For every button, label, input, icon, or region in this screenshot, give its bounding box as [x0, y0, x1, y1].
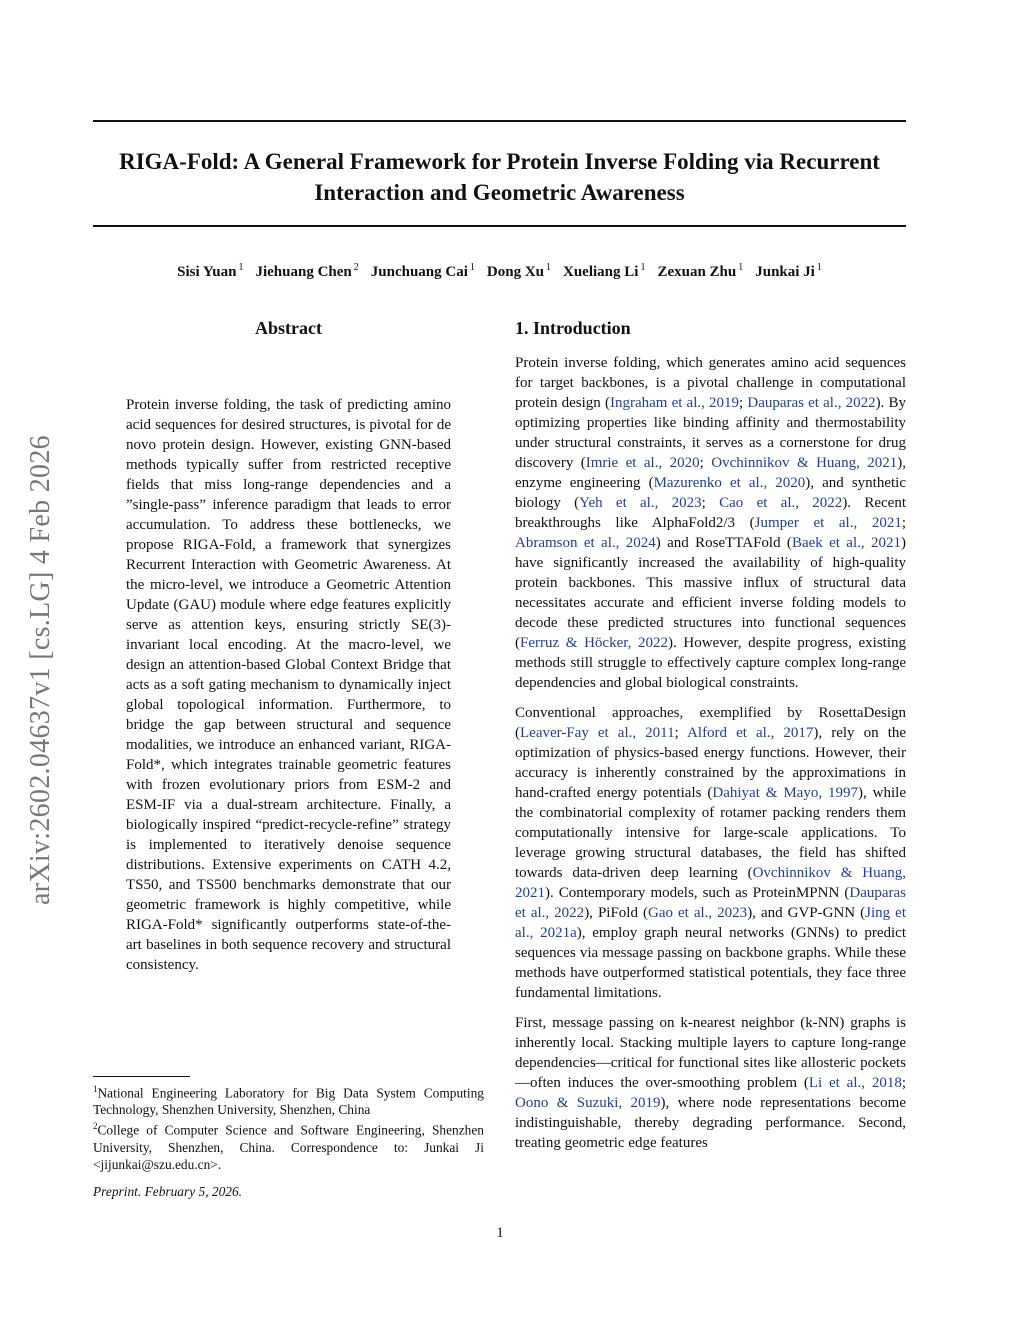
citation-link[interactable]: Alford et al., 2017	[687, 725, 814, 741]
preprint-note: Preprint. February 5, 2026.	[93, 1184, 243, 1199]
citation-link[interactable]: Imrie et al., 2020	[585, 455, 700, 471]
footnote-rule	[93, 1076, 190, 1077]
body-text: ), enzyme engineering (	[515, 455, 906, 491]
body-text: ), employ graph neural networks (GNNs) to predict sequences via message passing on backbone graphs. While these methods have outperformed statistical potentials, they face three fundamental limitations.	[515, 925, 907, 1001]
citation-link[interactable]: Abramson et al., 2024	[515, 535, 656, 551]
author-name: Junchuang Cai $^1$	[370, 262, 475, 280]
body-text: ;	[699, 455, 712, 471]
body-text: ), and synthetic biology (	[515, 475, 906, 511]
author-affiliation-mark: 1	[738, 262, 744, 273]
body-text: ), rely on the optimization of physics-based energy functions. However, their accuracy is inherently constrained by the approximations in hand-crafted energy potentials (	[515, 725, 907, 801]
body-text: ), while the combinatorial complexity of rotamer packing renders them computationally intensive for large-scale applications. To leverage growing structural databases, the field has shifted towards data-driven deep learning (	[515, 785, 906, 881]
intro-paragraph	[515, 1013, 906, 1153]
citation-link[interactable]: Dauparas et al., 2022	[747, 395, 876, 411]
paper-title: RIGA-Fold: A General Framework for Protein Inverse Folding via Recurrent Interaction and Geometric Awareness	[119, 149, 880, 205]
author-affiliation-mark: 1	[469, 262, 475, 273]
citation-link[interactable]: Jumper et al., 2021	[754, 515, 902, 531]
body-text: ;	[901, 515, 907, 531]
citation-link[interactable]: Baek et al., 2021	[791, 535, 901, 551]
citation-link[interactable]: Jing et al., 2021a	[515, 905, 906, 941]
body-text: ), PiFold (	[584, 905, 648, 921]
introduction-heading: 1. Introduction	[515, 318, 631, 338]
author-affiliation-mark: 1	[546, 262, 551, 273]
footnote-text: College of Computer Science and Software Engineering, Shenzhen University, Shenzhen, China. Correspondence to: Junkai Ji <jijunkai@szu.edu.cn>.	[93, 1122, 484, 1172]
footnotes	[93, 1081, 484, 1173]
body-text: Protein inverse folding, which generates amino acid sequences for target backbones, is a pivotal challenge in computational protein design (	[515, 355, 906, 411]
body-text: ). By optimizing properties like binding affinity and thermostability under structural constraints, it serves as a cornerstone for drug discovery (	[515, 395, 907, 471]
citation-link[interactable]: Li et al., 2018	[808, 1075, 902, 1091]
body-text: ). Recent breakthroughs like AlphaFold2/3 (	[515, 495, 906, 531]
body-text: ). Contemporary models, such as ProteinMPNN (	[545, 885, 850, 901]
author-name: Xueliang Li $^1$	[563, 262, 646, 280]
intro-paragraph	[515, 353, 906, 693]
body-text: ), where node representations become indistinguishable, thereby degrading performance. Second, treating geometric edge features	[515, 1095, 906, 1151]
body-text: ) and RoseTTAFold (	[655, 535, 792, 551]
abstract-heading: Abstract	[255, 318, 322, 338]
author-name: Junkai Ji $^1$	[755, 262, 822, 280]
citation-link[interactable]: Dauparas et al., 2022	[515, 885, 906, 921]
author-affiliation-mark: 1	[640, 262, 646, 273]
author-affiliation-mark: 1	[238, 262, 244, 273]
citation-link[interactable]: Mazurenko et al., 2020	[653, 475, 806, 491]
citation-link[interactable]: Yeh et al., 2023	[579, 495, 702, 511]
body-text: ), and GVP-GNN (	[747, 905, 866, 921]
author-affiliation-mark: 1	[816, 262, 822, 273]
body-text: ;	[739, 395, 748, 411]
body-text: ). However, despite progress, existing methods still struggle to effectively capture complex long-range dependencies and global biological constraints.	[515, 635, 907, 691]
citation-link[interactable]: Oono & Suzuki, 2019	[515, 1095, 661, 1111]
author-name: Zexuan Zhu $^1$	[657, 262, 744, 280]
title-top-rule	[93, 120, 906, 122]
author-name: Dong Xu $^1$	[486, 262, 551, 280]
body-text: ;	[701, 495, 720, 511]
citation-link[interactable]: Ovchinnikov & Huang, 2021	[711, 455, 898, 471]
arxiv-identifier: arXiv:2602.04637v1 [cs.LG] 4 Feb 2026	[25, 435, 56, 905]
page-number: 1	[496, 1225, 504, 1241]
footnote-mark: 1	[93, 1084, 98, 1094]
footnote	[93, 1081, 484, 1118]
arxiv-sidebar	[24, 380, 58, 960]
body-text: ;	[674, 725, 688, 741]
citation-link[interactable]: Leaver-Fay et al., 2011	[520, 725, 675, 741]
citation-link[interactable]: Ingraham et al., 2019	[609, 395, 740, 411]
citation-link[interactable]: Gao et al., 2023	[647, 905, 748, 921]
author-affiliation-mark: 2	[353, 262, 359, 273]
citation-link[interactable]: Dahiyat & Mayo, 1997	[712, 785, 858, 801]
citation-link[interactable]: Ferruz & Höcker, 2022	[520, 635, 669, 651]
footnote-text: National Engineering Laboratory for Big Data System Computing Technology, Shenzhen University, Shenzhen, China	[93, 1085, 484, 1118]
title-bottom-rule	[93, 225, 906, 227]
abstract-text: Protein inverse folding, the task of predicting amino acid sequences for desired structures, is pivotal for de novo protein design. However, existing GNN-based methods typically suffer from restricted receptive fields that miss long-range dependencies and a ”single-pass” inference paradigm that leads to error accumulation. To address these bottlenecks, we propose RIGA-Fold, a framework that synergizes Recurrent Interaction with Geometric Awareness. At the micro-level, we introduce a Geometric Attention Update (GAU) module where edge features explicitly serve as attention keys, ensuring strictly SE(3)-invariant local encoding. At the macro-level, we design an attention-based Global Context Bridge that acts as a soft gating mechanism to dynamically inject global topological information. Furthermore, to bridge the gap between structural and sequence modalities, we introduce an enhanced variant, RIGA-Fold*, which integrates trainable geometric features with frozen evolutionary priors from ESM-2 and ESM-IF via a dual-stream architecture. Finally, a biologically inspired “predict-recycle-refine” strategy is implemented to iteratively denoise sequence distributions. Extensive experiments on CATH 4.2, TS50, and TS500 benchmarks demonstrate that our geometric framework is highly competitive, while RIGA-Fold* significantly outperforms state-of-the-art baselines in both sequence recovery and structural consistency.	[126, 397, 451, 973]
body-text: First, message passing on k-nearest neighbor (k-NN) graphs is inherently local. Stacking multiple layers to capture long-range dependencies—critical for functional sites like allosteric pockets—often induces the over-smoothing problem (	[515, 1015, 906, 1091]
intro-paragraph	[515, 703, 906, 1003]
body-text: ;	[901, 1075, 906, 1091]
author-name: Jiehuang Chen $^2$	[255, 262, 359, 280]
citation-link[interactable]: Ovchinnikov & Huang, 2021	[515, 865, 906, 901]
author-name: Sisi Yuan $^1$	[177, 262, 244, 280]
citation-link[interactable]: Cao et al., 2022	[719, 495, 843, 511]
footnote	[93, 1118, 484, 1172]
footnote-mark: 2	[93, 1121, 98, 1132]
introduction-body	[515, 353, 906, 1163]
author-list	[93, 262, 906, 281]
body-text: Conventional approaches, exemplified by RosettaDesign (	[515, 705, 906, 741]
body-text: ) have significantly increased the availability of high-quality protein backbones. This massive influx of structural data necessitates accurate and efficient inverse folding models to decode these predicted structures into functional sequences (	[515, 535, 906, 651]
